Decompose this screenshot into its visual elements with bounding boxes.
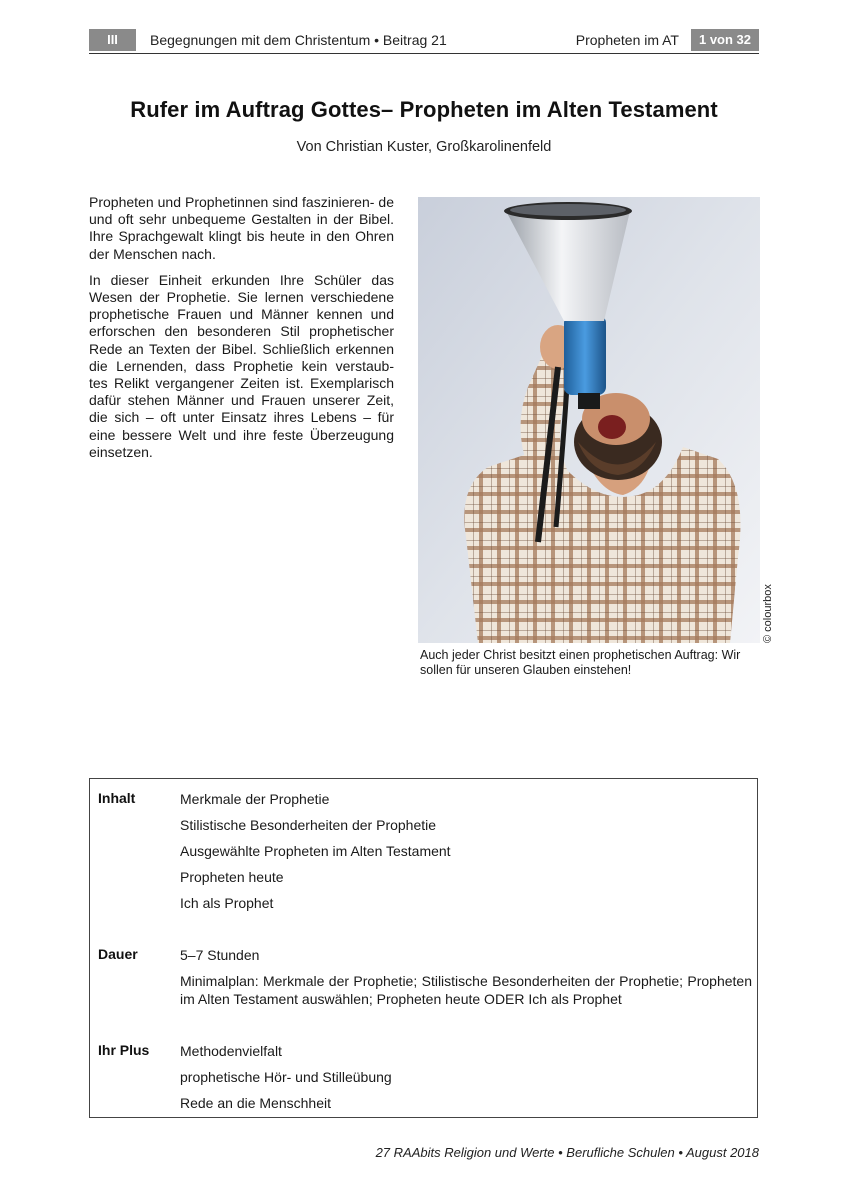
intro-paragraph-1: Propheten und Prophetinnen sind faszinieren- de und oft sehr unbequeme Gestalten in der Bibel. Ihre Sprachgewalt klingt bis heute in den Ohren der Menschen nach. xyxy=(89,194,394,262)
inhalt-item: Ausgewählte Propheten im Alten Testament xyxy=(180,843,451,859)
dauer-item: 5–7 Stunden xyxy=(180,947,260,963)
intro-text xyxy=(89,194,394,470)
photo-credit: © colourbox xyxy=(762,584,774,643)
plus-item: Rede an die Menschheit xyxy=(180,1095,331,1111)
info-box xyxy=(89,778,758,1118)
topic-title: Propheten im AT xyxy=(575,32,679,48)
page-header xyxy=(89,29,759,54)
plus-label: Ihr Plus xyxy=(98,1042,150,1058)
dauer-label: Dauer xyxy=(98,946,138,962)
inhalt-item: Merkmale der Prophetie xyxy=(180,791,330,807)
plus-items xyxy=(180,1042,752,1120)
author-line: Von Christian Kuster, Großkarolinenfeld xyxy=(296,139,552,155)
dauer-items xyxy=(180,946,752,1016)
page-number-badge: 1 von 32 xyxy=(691,29,759,51)
plus-item: prophetische Hör- und Stilleübung xyxy=(180,1069,392,1085)
plus-item: Methodenvielfalt xyxy=(180,1043,282,1059)
inhalt-item: Stilistische Besonderheiten der Prophetie xyxy=(180,817,437,833)
document-title: Rufer im Auftrag Gottes– Propheten im Alten Testament xyxy=(130,97,718,122)
inhalt-item: Ich als Prophet xyxy=(180,895,274,911)
page-footer: 27 RAAbits Religion und Werte • Berufliche Schulen • August 2018 xyxy=(375,1145,759,1160)
dauer-item: Minimalplan: Merkmale der Prophetie; Stilistische Besonderheiten der Prophetie; Propheten im Alten Testament auswählen; Propheten heute ODER Ich als Prophet xyxy=(180,973,752,1007)
megaphone-photo xyxy=(418,197,760,643)
series-title: Begegnungen mit dem Christentum • Beitrag 21 xyxy=(150,32,447,48)
photo-caption: Auch jeder Christ besitzt einen prophetischen Auftrag: Wir sollen für unseren Glauben einstehen! xyxy=(420,648,741,678)
inhalt-item: Propheten heute xyxy=(180,869,284,885)
intro-paragraph-2: In dieser Einheit erkunden Ihre Schüler das Wesen der Prophetie. Sie lernen verschiedene prophetische Frauen und Männer kennen und erforschen den besonderen Stil prophetischer Rede an Texten der Bibel. Schließlich erkennen die Lernenden, dass Prophetie kein verstaub- tes Relikt vergangener Zeiten ist. Exemplarisch dafür stehen Männer und Frauen unserer Zeit, die sich – oft unter Einsatz ihres Lebens – für eine bessere Welt und ihre feste Überzeugung einsetzen. xyxy=(89,271,394,460)
section-badge: III xyxy=(89,29,136,51)
inhalt-label: Inhalt xyxy=(98,790,136,806)
inhalt-items xyxy=(180,790,752,920)
